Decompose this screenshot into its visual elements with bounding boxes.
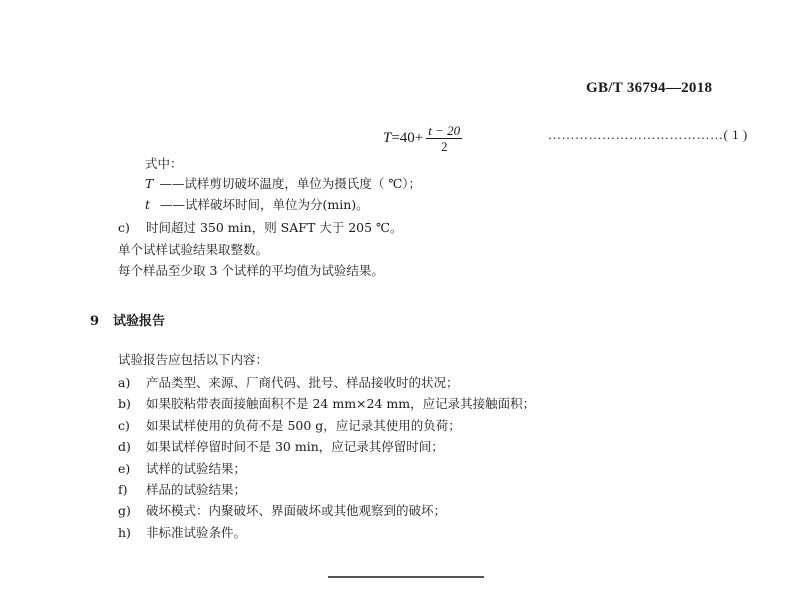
formula-fraction xyxy=(426,123,462,154)
definition-symbol: t xyxy=(145,197,151,212)
list-item xyxy=(118,480,535,501)
end-rule xyxy=(328,576,484,578)
list-text: 试样的试验结果； xyxy=(146,460,247,476)
list-marker: e) xyxy=(118,460,131,476)
list-marker: a) xyxy=(118,375,131,390)
item-c-result xyxy=(118,218,403,238)
list-text: 产品类型、来源、厂商代码、批号、样品接收时的状况； xyxy=(146,375,459,390)
list-text: 如果试样使用的负荷不是 500 g，应记录其使用的负荷； xyxy=(146,417,461,433)
report-intro: 试验报告应包括以下内容： xyxy=(118,352,269,367)
list-marker: g) xyxy=(118,503,131,519)
standard-code: GB/T 36794—2018 xyxy=(586,80,713,96)
note-average: 每个样品至少取 3 个试样的平均值为试验结果。 xyxy=(118,263,384,278)
fraction-numerator: t − 20 xyxy=(428,122,461,138)
section-number: 9 xyxy=(90,314,100,329)
list-item xyxy=(118,373,535,394)
list-text: 时间超过 350 min，则 SAFT 大于 205 ℃。 xyxy=(146,220,403,235)
list-text: 如果试样停留时间不是 30 min，应记录其停留时间； xyxy=(146,439,444,455)
equation-number xyxy=(548,127,748,143)
where-label: 式中： xyxy=(145,156,183,171)
section-heading xyxy=(90,310,165,329)
list-marker: d) xyxy=(118,439,131,455)
list-item xyxy=(118,437,535,458)
list-text: 非标准试验条件。 xyxy=(146,524,247,540)
definition-T xyxy=(145,174,421,194)
list-item xyxy=(118,394,535,415)
equation-label: ( 1 ) xyxy=(723,127,748,142)
definition-text: ——试样破坏时间，单位为分(min)。 xyxy=(160,197,369,212)
equation-leader: ………………………………… xyxy=(548,127,724,142)
definition-text: ——试样剪切破坏温度，单位为摄氏度（ ℃）； xyxy=(159,176,422,191)
list-item xyxy=(118,416,535,437)
list-text: 如果胶粘带表面接触面积不是 24 mm×24 mm，应记录其接触面积； xyxy=(146,396,536,412)
note-integer: 单个试样试验结果取整数。 xyxy=(118,242,269,257)
list-marker: h) xyxy=(118,524,131,540)
list-marker: c) xyxy=(118,220,130,235)
section-title: 试验报告 xyxy=(113,314,166,329)
formula-eq: =40+ xyxy=(391,129,424,146)
formula xyxy=(383,118,462,158)
report-items-list xyxy=(118,373,535,544)
list-marker: c) xyxy=(118,417,130,433)
list-marker: f) xyxy=(118,481,128,497)
list-item xyxy=(118,459,535,480)
list-marker: b) xyxy=(118,396,131,412)
list-text: 样品的试验结果； xyxy=(146,481,247,497)
formula-lhs: T xyxy=(383,129,392,146)
definition-t xyxy=(145,195,369,215)
definition-symbol: T xyxy=(145,176,154,191)
fraction-denominator: 2 xyxy=(440,138,448,154)
list-item xyxy=(118,523,535,544)
list-item xyxy=(118,501,535,522)
list-text: 破坏模式：内聚破坏、界面破坏或其他观察到的破坏； xyxy=(146,503,447,519)
